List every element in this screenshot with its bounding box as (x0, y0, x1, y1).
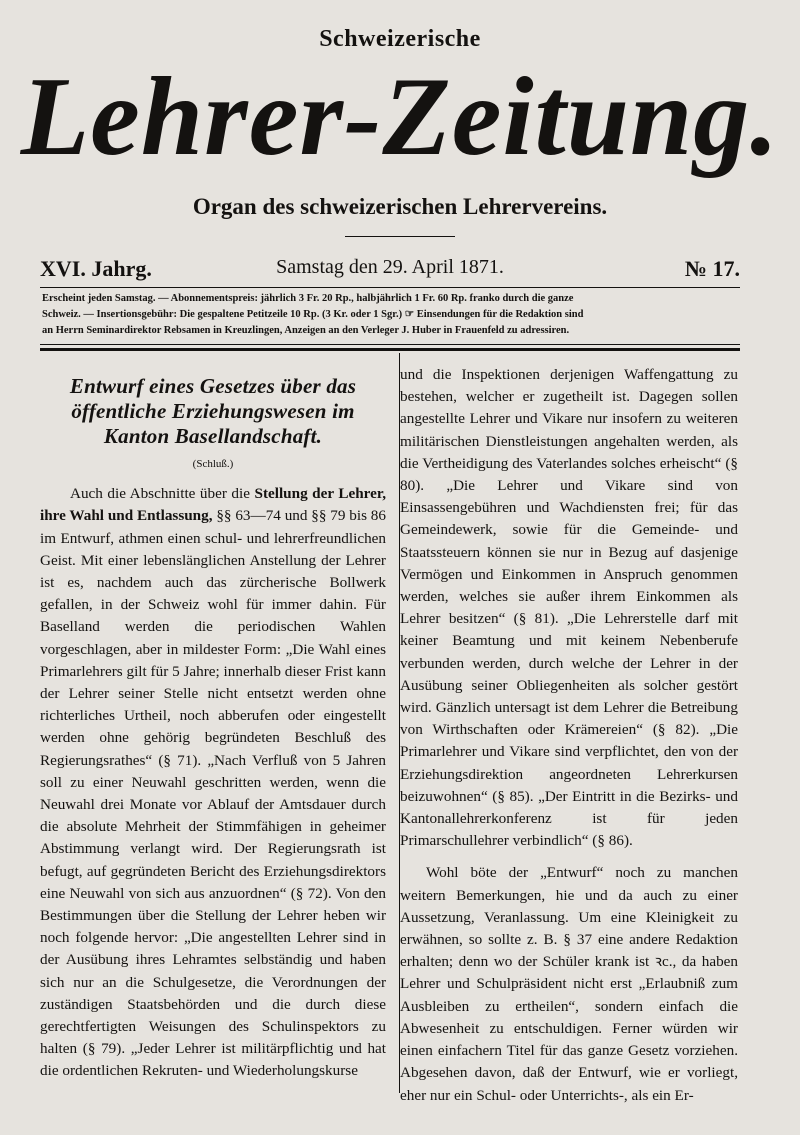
emphasized-text: Stellung der Lehrer, ihre Wahl und Entlassung, (40, 485, 387, 525)
paragraph-text: §§ 63—74 und §§ 79 bis 86 im Entwurf, athmen einen schul- und lehrerfreundlichen Geist. Mit einer lebenslänglichen Anstellung der Lehrer ist es, nachdem auch das zürcherische Bollwerk gefallen, in der Schweiz wohl für immer dahin. Für Baselland werden die periodischen Wahlen vorgeschlagen, aber in mildester Form: „Die Wahl eines Primarlehrers gilt für 5 Jahre; innerhalb dieser Frist kann der Lehrer seiner Stelle nicht entsetzt werden ohne richterliches Urtheil, noch abberufen oder eingestellt werden ohne gehörig begründeten Beschluß des Regierungsrathes“ (§ 71). „Nach Verfluß von 5 Jahren soll zu einer Neuwahl geschritten werden, wenn die Neuwahl drei Monate vor Ablauf der Amtsdauer durch die absolute Mehrheit der Stimmfähigen in geheimer Abstimmung verlangt wird. Der Regierungsrath ist befugt, auf gegründeten Bericht des Erziehungsdirektors eine Neuwahl von sich aus anzuordnen“ (§ 72). Von den Bestimmungen über die Stellung der Lehrer heben wir noch folgende hervor: „Die angestellten Lehrer sind in der Ausübung ihres Lehramtes selbständig und haben sich nur an die Schulgesetze, die Verordnungen der zuständigen Staatsbehörden und die durch diese gerechtfertigten Weisungen des Schulinspektors zu halten (§ 79). „Jeder Lehrer ist militärpflichtig und hat die ordentlichen Rekruten- und Wiederholungskurse (40, 507, 386, 1080)
article-paragraph: und die Inspektionen derjenigen Waffengattung zu bestehen, welcher er zugetheilt ist. Dagegen sollen angestellte Lehrer und Vikare nur insofern zu weiteren militärischen Dienstleistungen angehalten werden, als die Vertheidigung des Vaterlandes solches erheischt“ (§ 80). „Die Lehrer und Vikare sind von Einsassengebühren und Wachdiensten frei; für das Gemeindewerk, sowie für die Gemeinde- und Staatssteuern können sie nur in Bezug auf dasjenige Vermögen und Einkommen in Anspruch genommen werden, welches sie außer ihrem Einkommen als Lehrer besitzen“ (§ 81). „Die Lehrerstelle darf mit keiner Beamtung und mit keinem Nebenberufe verbunden werden, durch welche der Lehrer in der Ausübung seiner Obliegenheiten als solcher gestört wird. Gänzlich untersagt ist dem Lehrer die Betreibung von Wirthschaften oder Krämereien“ (§ 82). „Die Primarlehrer und Vikare sind verpflichtet, den von der Erziehungsdirektion angeordneten Lehrerkursen beizuwohnen“ (§ 85). „Der Eintritt in die Bezirks- und Kantonallehrerkonferenz ist für jeden Primarschullehrer verbindlich“ (§ 86). (400, 366, 738, 850)
notice-line: an Herrn Seminardirektor Rebsamen in Kreuzlingen, Anzeigen an den Verleger J. Huber in Frauenfeld zu adressiren. (42, 325, 570, 336)
header-rule-top (40, 287, 740, 288)
issue-number: № 17. (684, 256, 740, 281)
masthead-title: Lehrer-Zeitung. (20, 55, 780, 179)
subscription-notice (42, 291, 740, 339)
header-rule-mid (40, 344, 740, 345)
notice-line: Erscheint jeden Samstag. — Abonnementspreis: jährlich 3 Fr. 20 Rp., halbjährlich 1 Fr. 60 Rp. franko durch die ganze (42, 293, 574, 304)
notice-line: Schweiz. — Insertionsgebühr: Die gespaltene Petitzeile 10 Rp. (3 Kr. oder 1 Sgr.) ☞ Einsendungen für die Redaktion sind (42, 309, 584, 320)
right-column (400, 364, 738, 1107)
header-rule-bottom (40, 348, 740, 351)
volume-year: XVI. Jahrg. (40, 256, 152, 281)
masthead-pre-title: Schweizerische (319, 26, 481, 52)
article-paragraph: Wohl böte der „Entwurf“ noch zu manchen weitern Bemerkungen, hie und da auch zu einer Aussetzung, Veranlassung. Um eine Kleinigkeit zu erwähnen, so sollte z. B. § 37 eine andere Redaktion erhalten; denn wo der Schüler krank ist ꝛc., da haben Lehrer und Schulpräsident nicht erst „Erlaubniß zum Ausbleiben zu ertheilen“, sondern einfach die Abwesenheit zu entschuldigen. Ferner würden wir einen einfachern Titel für das ganze Gesetz vorziehen. Abgesehen davon, daß der Entwurf, wie er vorliegt, eher nur ein Schul- oder Unterrichts-, als ein Er- (400, 864, 738, 1104)
left-column (40, 358, 386, 1083)
issue-line (40, 256, 740, 284)
article-title: Entwurf eines Gesetzes über das öffentliche Erziehungswesen im Kanton Basellandschaft. (69, 374, 357, 448)
masthead-subtitle: Organ des schweizerischen Lehrervereins. (192, 194, 608, 219)
paragraph-text: Auch die Abschnitte über die (70, 485, 255, 503)
issue-date: Samstag den 29. April 1871. (276, 256, 504, 278)
title-divider (345, 236, 455, 237)
article-paragraph (40, 483, 386, 1082)
article-conclusion-note: (Schluß.) (192, 458, 234, 470)
